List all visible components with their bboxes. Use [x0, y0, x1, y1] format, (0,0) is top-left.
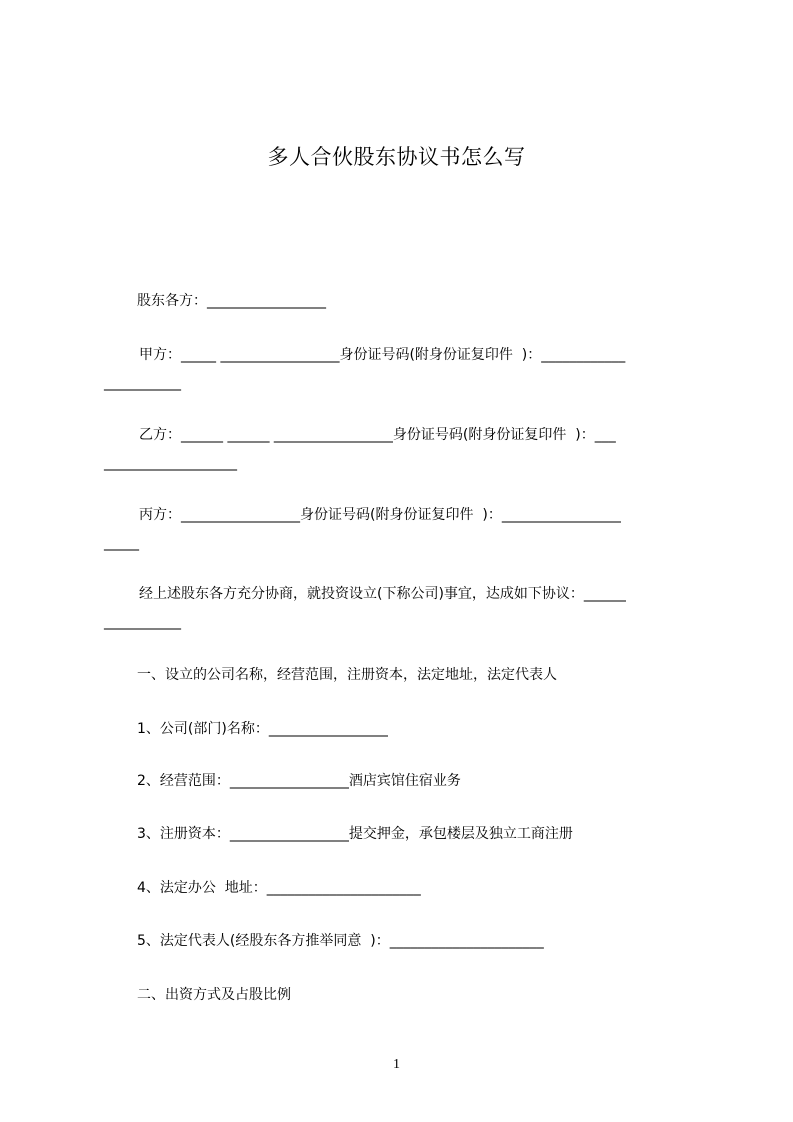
business-scope-line: 2、经营范围：_________________酒店宾馆住宿业务 [137, 773, 461, 789]
legal-address-line: 4、法定办公 地址：______________________ [137, 880, 421, 896]
party-b-line-continued: ___________________ [104, 455, 237, 471]
registered-capital-line: 3、注册资本：_________________提交押金，承包楼层及独立工商注册 [137, 826, 573, 842]
agreement-intro-line-continued: ___________ [104, 614, 181, 630]
section-heading-2: 二、出资方式及占股比例 [137, 987, 291, 1003]
party-a-line-continued: ___________ [104, 375, 181, 391]
document-title: 多人合伙股东协议书怎么写 [267, 145, 526, 169]
company-name-line: 1、公司(部门)名称：_________________ [137, 721, 388, 737]
party-c-line-continued: _____ [104, 535, 139, 551]
party-a-line: 甲方：_____ _________________身份证号码(附身份证复印件 )：____________ [139, 347, 626, 363]
party-c-line: 丙方：_________________身份证号码(附身份证复印件 )：_________________ [139, 507, 621, 523]
shareholders-line: 股东各方：_________________ [137, 293, 326, 309]
legal-representative-line: 5、法定代表人(经股东各方推举同意 )：______________________ [137, 933, 544, 949]
page-number: 1 [393, 1057, 400, 1072]
agreement-intro-line: 经上述股东各方充分协商，就投资设立(下称公司)事宜，达成如下协议：______ [139, 586, 626, 602]
section-heading-1: 一、设立的公司名称，经营范围，注册资本，法定地址，法定代表人 [137, 667, 557, 683]
party-b-line: 乙方：______ ______ _________________身份证号码(附身份证复印件 )：___ [139, 427, 616, 443]
